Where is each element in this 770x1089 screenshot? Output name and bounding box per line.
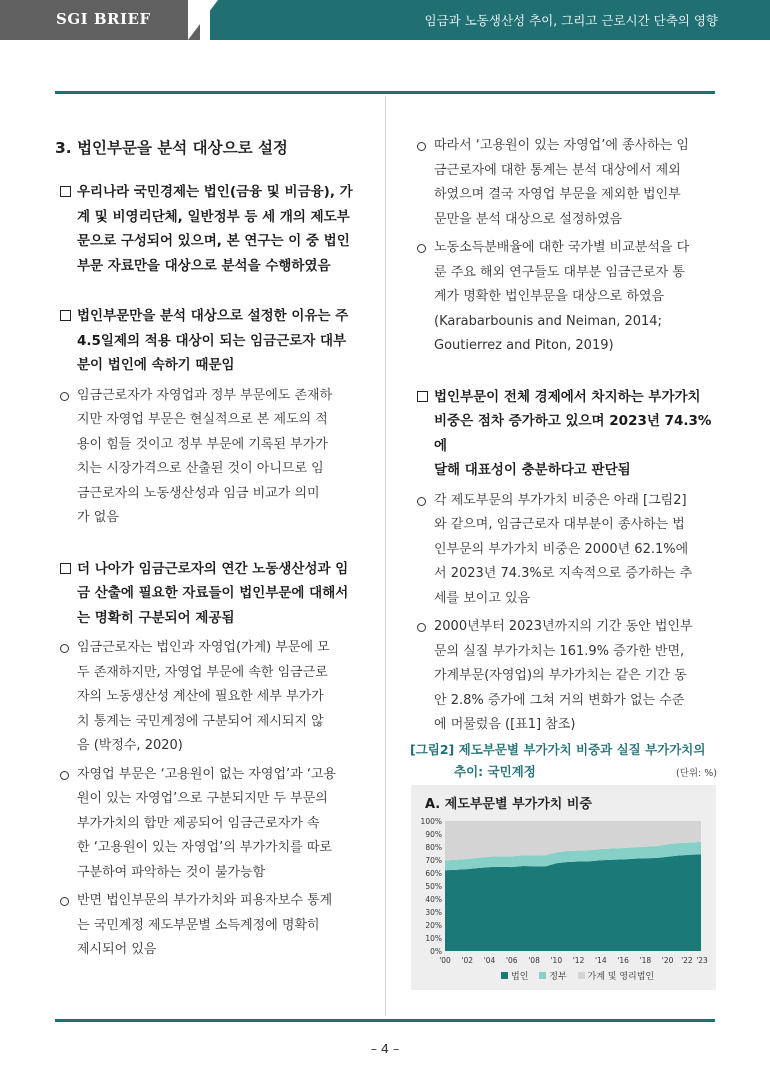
circle-bullet-icon xyxy=(417,623,426,632)
line: 금 산출에 필요한 자료들이 법인부문에 대해서 xyxy=(77,585,349,601)
line: 한 ‘고용원이 있는 자영업’의 부가가치를 따로 xyxy=(77,840,332,855)
top-rule xyxy=(55,91,715,94)
line: 룬 주요 해외 연구들도 대부분 임금근로자 통 xyxy=(434,264,685,280)
header-slant xyxy=(188,0,218,40)
legend-swatch-corp xyxy=(501,972,508,979)
legend-label-household: 가계 및 영리법인 xyxy=(587,972,655,982)
x-tick-label: '00 xyxy=(439,956,451,965)
square-bullet-icon xyxy=(60,186,71,197)
box-paragraph-representativeness xyxy=(412,385,717,483)
line: 에 머물렀음 ([표1] 참조) xyxy=(434,717,576,732)
x-tick-label: '10 xyxy=(550,956,563,965)
x-tick-label: '22 xyxy=(681,956,693,965)
line: 법인부문이 전체 경제에서 차지하는 부가가치 xyxy=(434,388,701,405)
line: 문으로 구성되어 있으며, 본 연구는 이 중 법인 xyxy=(77,233,350,249)
brand-label: SGI BRIEF xyxy=(56,10,151,28)
line: 원이 있는 자영업’으로 구분되지만 두 부문의 xyxy=(77,791,328,806)
line: 비중은 점차 증가하고 있으며 2023년 74.3%에 xyxy=(434,413,712,454)
line: 반면 법인부문의 부가가치와 피용자보수 통계 xyxy=(77,893,333,908)
y-tick-label: 20% xyxy=(425,921,442,930)
line: 두 존재하지만, 자영업 부문에 속한 임금근로 xyxy=(77,664,328,680)
legend-label-gov: 정부 xyxy=(549,972,567,982)
column-divider xyxy=(385,96,386,1016)
line: 와 같으며, 임금근로자 대부분이 종사하는 법 xyxy=(434,517,685,532)
legend-swatch-household xyxy=(578,972,585,979)
area-series-0 xyxy=(445,854,701,951)
bullet-wage-workers xyxy=(55,636,365,759)
circle-bullet-icon xyxy=(417,497,426,506)
line: 4.5일제의 적용 대상이 되는 임금근로자 대부 xyxy=(77,332,347,349)
square-bullet-icon xyxy=(417,391,428,402)
line: 음 (박정수, 2020) xyxy=(77,738,183,753)
y-tick-label: 70% xyxy=(425,856,442,865)
circle-bullet-icon xyxy=(60,644,69,653)
box-paragraph-data xyxy=(55,557,365,631)
left-column xyxy=(55,138,365,963)
line: 따라서 ‘고용원이 있는 자영업’에 종사하는 임 xyxy=(434,138,689,153)
line: 지만 자영업 부문은 현실적으로 본 제도의 적 xyxy=(77,412,328,427)
line: 구분하여 파악하는 것이 불가능함 xyxy=(77,864,266,880)
chart-panel xyxy=(411,785,716,990)
page-number: – 4 – xyxy=(370,1041,400,1056)
section-title: 3. 법인부문을 분석 대상으로 설정 xyxy=(55,139,288,157)
bullet-sector-share xyxy=(412,489,717,612)
line: 제시되어 있음 xyxy=(77,942,157,957)
x-tick-label: '12 xyxy=(572,956,585,965)
line: 2000년부터 2023년까지의 기간 동안 법인부 xyxy=(434,619,693,634)
bullet-foreign-studies xyxy=(412,236,717,359)
x-tick-label: '02 xyxy=(461,956,474,965)
line: 용이 힘들 것이고 정부 부문에 기록된 부가가 xyxy=(77,436,328,452)
line: 는 명확히 구분되어 제공됨 xyxy=(77,609,235,626)
line: 문만을 분석 대상으로 설정하였음 xyxy=(434,211,623,227)
stacked-area-chart xyxy=(411,785,716,990)
chart-title: A. 제도부문별 부가가치 비중 xyxy=(425,797,592,812)
chart-legend xyxy=(493,969,654,982)
line: 치 통계는 국민계정에 구분되어 제시되지 않 xyxy=(77,713,324,729)
line: 노동소득분배율에 대한 국가별 비교분석을 다 xyxy=(434,240,690,255)
line: 임금근로자는 법인과 자영업(가계) 부문에 모 xyxy=(77,640,330,655)
bottom-rule xyxy=(55,1019,715,1022)
x-tick-label: '14 xyxy=(595,956,607,965)
line: 세를 보이고 있음 xyxy=(434,590,531,606)
line: 하였으며 결국 자영업 부문을 제외한 법인부 xyxy=(434,187,681,202)
line: 임금근로자가 자영업과 정부 부문에도 존재하 xyxy=(77,387,333,403)
line: 가계부문(자영업)의 부가가치는 같은 기간 동 xyxy=(434,668,687,683)
line: 부문 자료만을 대상으로 분석을 수행하였음 xyxy=(77,257,331,274)
legend-swatch-gov xyxy=(539,972,546,979)
x-tick-label: '23 xyxy=(696,956,708,965)
bullet-real-value-added xyxy=(412,615,717,738)
line: 자의 노동생산성 계산에 필요한 세부 부가가 xyxy=(77,689,324,704)
y-tick-label: 80% xyxy=(425,843,442,852)
line: (Karabarbounis and Neiman, 2014; xyxy=(434,313,662,329)
right-column xyxy=(412,134,717,738)
line: 우리나라 국민경제는 법인(금융 및 비금융), 가 xyxy=(77,184,353,200)
bullet-self-employed-split xyxy=(55,763,365,886)
figure-caption-line1: [그림2] 제도부문별 부가가치 비중과 실질 부가가치의 xyxy=(410,742,706,757)
line: 계 및 비영리단체, 일반정부 등 세 개의 제도부 xyxy=(77,208,350,225)
bullet-self-employed-gov xyxy=(55,384,365,531)
line: 문의 실질 부가가치는 161.9% 증가한 반면, xyxy=(434,643,685,659)
circle-bullet-icon xyxy=(60,897,69,906)
header-bar xyxy=(0,0,770,40)
y-tick-label: 40% xyxy=(425,895,442,904)
document-title: 임금과 노동생산성 추이, 그리고 근로시간 단축의 영향 xyxy=(424,13,718,28)
bullet-corporate-stats xyxy=(55,889,365,963)
line: 더 나아가 임금근로자의 연간 노동생산성과 임 xyxy=(77,560,349,577)
line: 달해 대표성이 충분하다고 판단됨 xyxy=(434,462,631,478)
line: 금근로자의 노동생산성과 임금 비교가 의미 xyxy=(77,485,320,501)
x-tick-label: '08 xyxy=(528,956,540,965)
square-bullet-icon xyxy=(60,310,71,321)
line: 법인부문만을 분석 대상으로 설정한 이유는 주 xyxy=(77,308,349,324)
box-paragraph-sectors xyxy=(55,180,365,278)
y-tick-label: 0% xyxy=(430,947,442,956)
x-tick-label: '18 xyxy=(639,956,652,965)
line: 분이 법인에 속하기 때문임 xyxy=(77,357,235,373)
line: 서 2023년 74.3%로 지속적으로 증가하는 추 xyxy=(434,566,693,581)
circle-bullet-icon xyxy=(60,771,69,780)
line: 치는 시장가격으로 산출된 것이 아니므로 임 xyxy=(77,461,324,476)
line: 는 국민계정 제도부문별 소득계정에 명확히 xyxy=(77,917,320,933)
square-bullet-icon xyxy=(60,563,71,574)
x-tick-label: '04 xyxy=(483,956,496,965)
figure-caption xyxy=(410,739,720,783)
y-tick-label: 50% xyxy=(425,882,442,891)
legend-label-corp: 법인 xyxy=(511,972,529,982)
line: Goutierrez and Piton, 2019) xyxy=(434,338,614,353)
y-tick-label: 30% xyxy=(425,908,442,917)
line: 각 제도부문의 부가가치 비중은 아래 [그림2] xyxy=(434,492,687,508)
x-tick-label: '16 xyxy=(617,956,629,965)
figure-caption-line2: 추이: 국민계정 xyxy=(454,764,536,779)
x-tick-label: '20 xyxy=(661,956,674,965)
circle-bullet-icon xyxy=(60,392,69,401)
x-tick-label: '06 xyxy=(505,956,518,965)
line: 금근로자에 대한 통계는 분석 대상에서 제외 xyxy=(434,162,681,178)
line: 계가 명확한 법인부문을 대상으로 하였음 xyxy=(434,289,665,304)
line: 가 없음 xyxy=(77,510,119,525)
figure-unit: (단위: %) xyxy=(676,768,718,779)
line: 자영업 부문은 ‘고용원이 없는 자영업’과 ‘고용 xyxy=(77,766,337,782)
line: 부가가치의 합만 제공되어 임금근로자가 속 xyxy=(77,815,320,831)
circle-bullet-icon xyxy=(417,244,426,253)
circle-bullet-icon xyxy=(417,142,426,151)
y-tick-label: 60% xyxy=(425,869,442,878)
box-paragraph-reason xyxy=(55,304,365,378)
line: 인부문의 부가가치 비중은 2000년 62.1%에 xyxy=(434,541,689,557)
line: 안 2.8% 증가에 그쳐 거의 변화가 없는 수준 xyxy=(434,692,685,708)
y-tick-label: 100% xyxy=(420,817,442,826)
y-tick-label: 90% xyxy=(425,830,442,839)
y-tick-label: 10% xyxy=(425,934,442,943)
bullet-exclude-self-employed xyxy=(412,134,717,232)
